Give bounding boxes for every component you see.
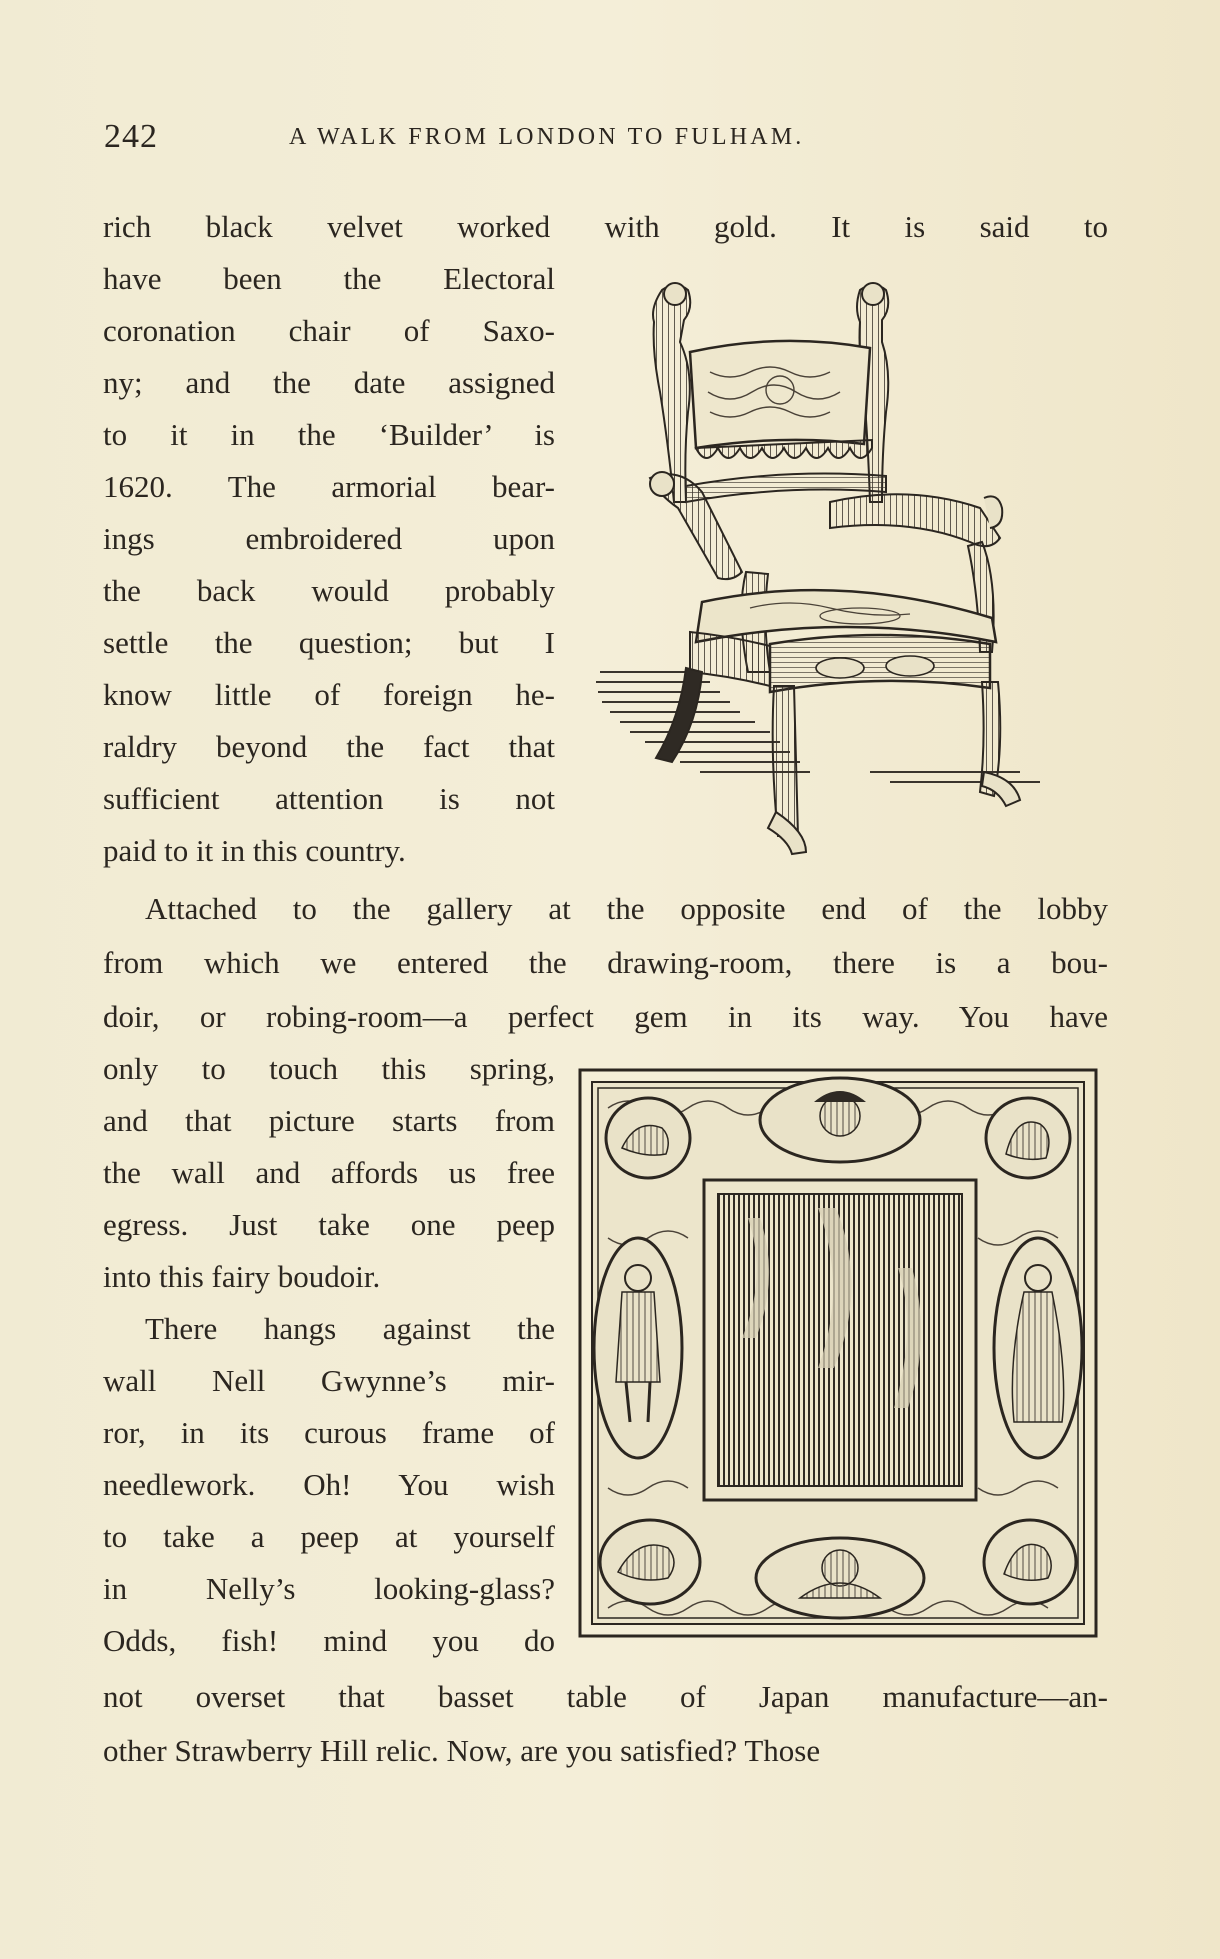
running-title: A WALK FROM LONDON TO FULHAM. [289,124,805,150]
page-header [104,118,1114,158]
text-line: and that picture starts from [103,1103,555,1138]
text-line: the wall and affords us free [103,1155,555,1190]
text-line: ings embroidered upon [103,521,555,556]
text-line: have been the Electoral [103,261,555,296]
text-line: from which we entered the drawing-room, there is a bou- [103,945,1108,980]
text-line: to it in the ‘Builder’ is [103,417,555,452]
carved-chair-engraving-icon [590,272,1080,858]
text-line: 1620. The armorial bear- [103,469,555,504]
text-line: into this fairy boudoir. [103,1259,381,1294]
text-line: sufficient attention is not [103,781,555,816]
text-line: ny; and the date assigned [103,365,555,400]
text-line: to take a peep at yourself [103,1519,555,1554]
text-line: coronation chair of Saxo- [103,313,555,348]
needlework-mirror-frame-icon [578,1068,1100,1640]
text-line: other Strawberry Hill relic. Now, are you satisfied? Those [103,1733,821,1768]
text-line: the back would probably [103,573,555,608]
text-line: egress. Just take one peep [103,1207,555,1242]
text-line: settle the question; but I [103,625,555,660]
text-line: wall Nell Gwynne’s mir- [103,1363,555,1398]
text-line: know little of foreign he- [103,677,555,712]
text-line: needlework. Oh! You wish [103,1467,555,1502]
text-line: in Nelly’s looking-glass? [103,1571,555,1606]
text-line: doir, or robing-room—a perfect gem in its way. You have [103,999,1108,1034]
floor-shadow [596,672,1040,782]
text-line: not overset that basset table of Japan manufacture—an- [103,1679,1108,1714]
text-line: paid to it in this country. [103,833,406,868]
paragraph-start-line: Attached to the gallery at the opposite end of the lobby [145,891,1108,926]
page-number: 242 [104,118,158,155]
paragraph-start-line: There hangs against the [145,1311,555,1346]
text-line: Odds, fish! mind you do [103,1623,555,1658]
text-line: ror, in its curous frame of [103,1415,555,1450]
text-line: only to touch this spring, [103,1051,555,1086]
text-line: rich black velvet worked with gold. It is said to [103,209,1108,244]
text-line: raldry beyond the fact that [103,729,555,764]
